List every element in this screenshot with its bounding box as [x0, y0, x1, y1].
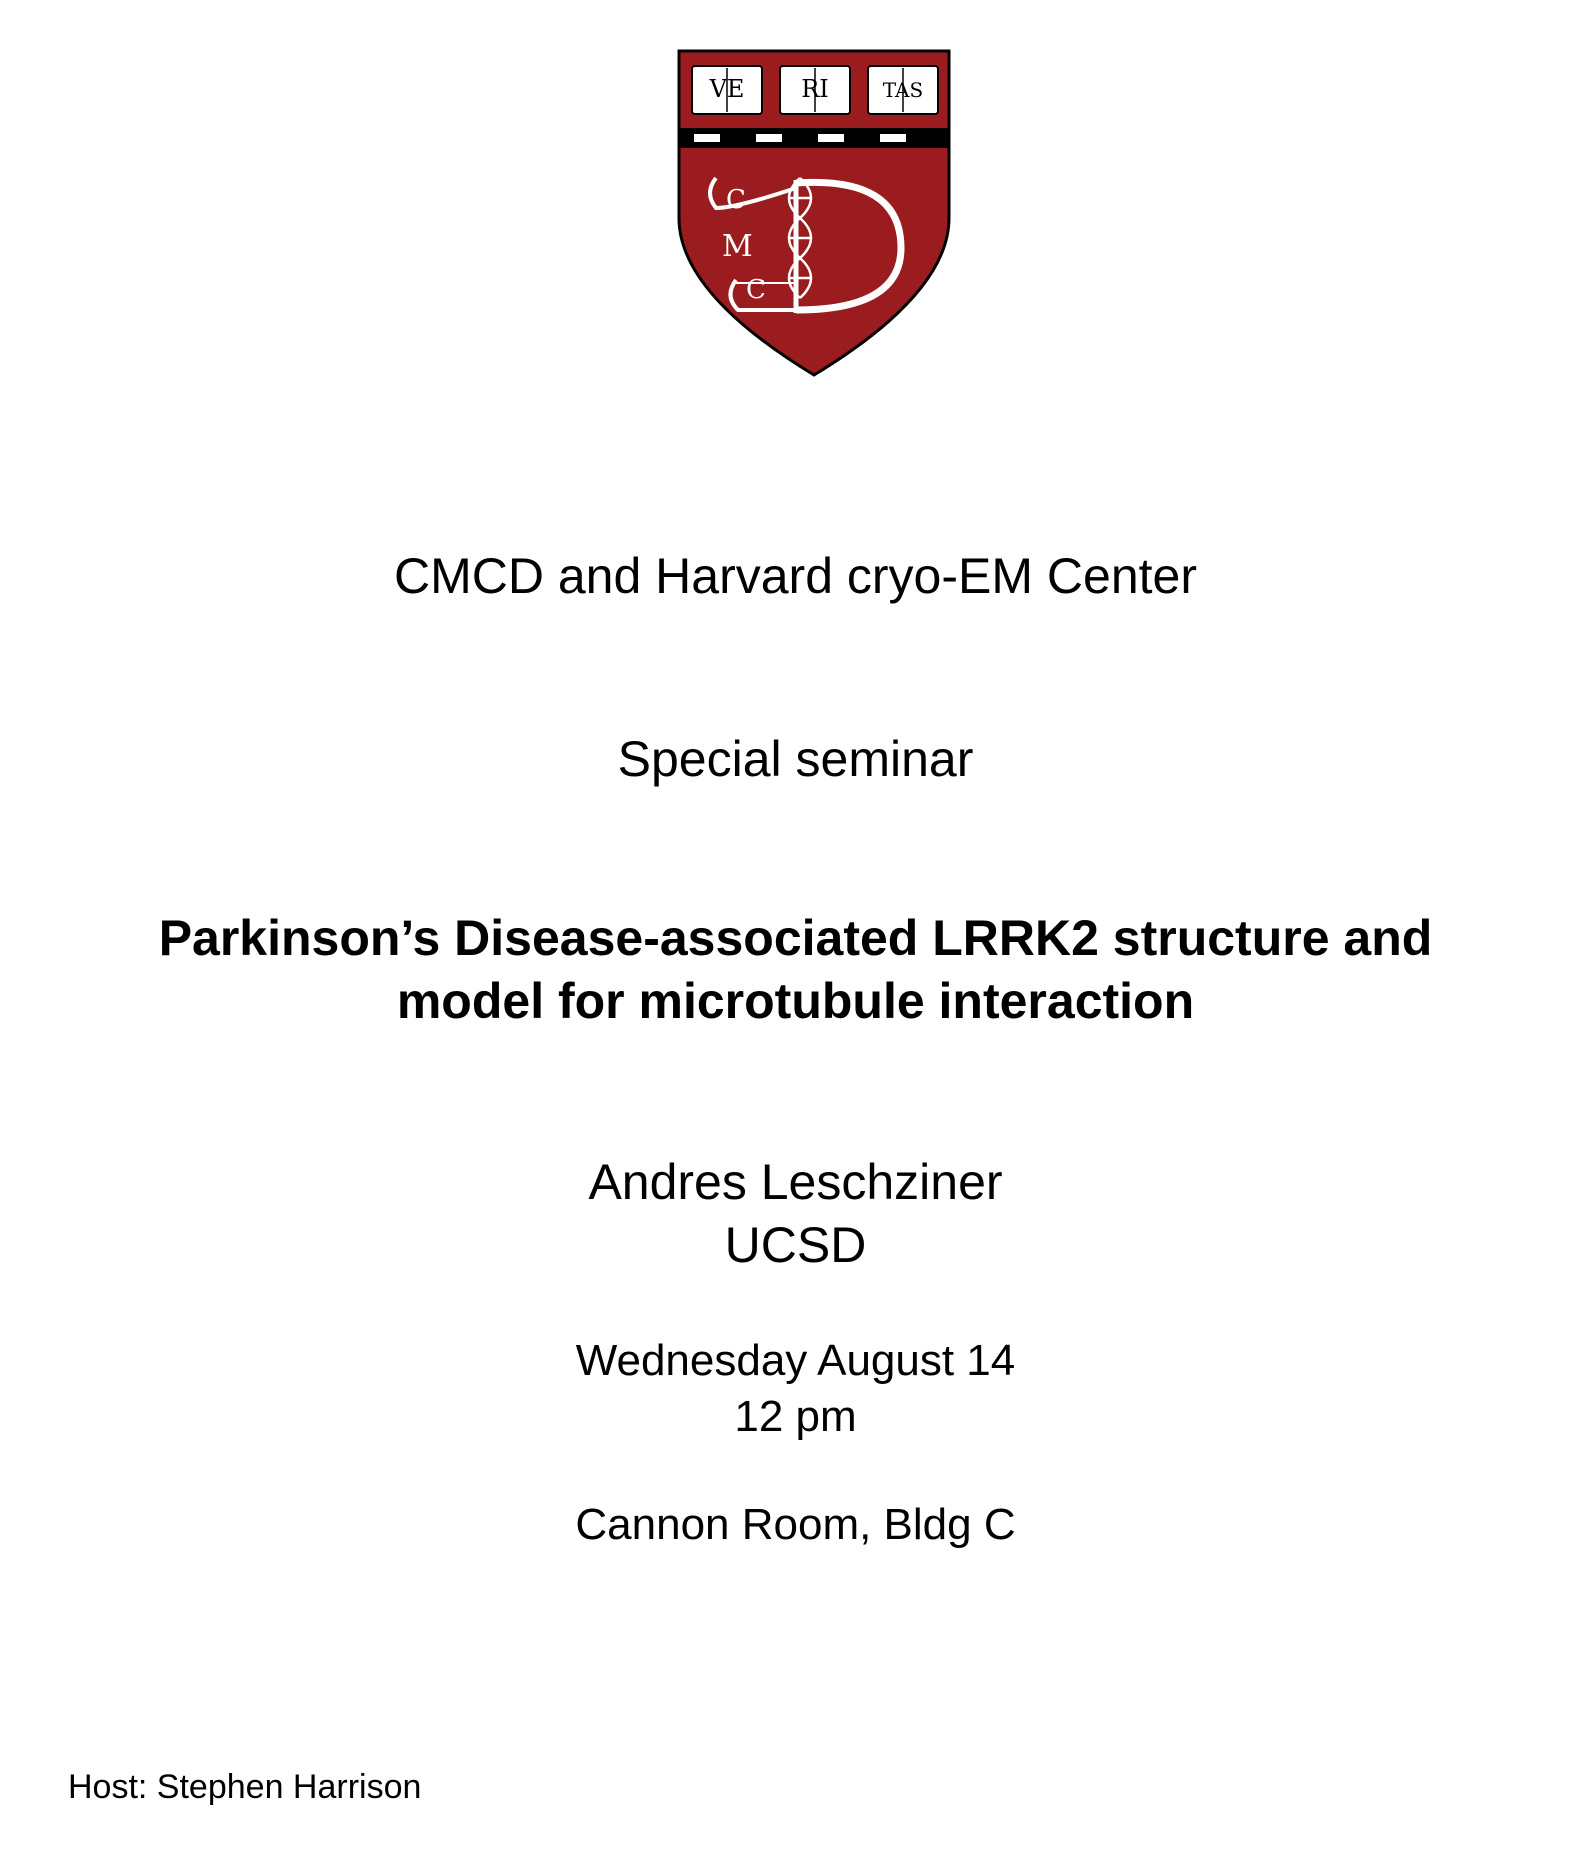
initial-c2: C: [746, 275, 766, 305]
veritas-books: [692, 66, 938, 114]
host-line: Host: Stephen Harrison: [68, 1768, 422, 1806]
initial-m: M: [722, 229, 753, 264]
motto-ve: VE: [709, 75, 745, 103]
motto-tas: TAS: [882, 78, 924, 102]
initial-c1: C: [726, 185, 746, 215]
event-type: Special seminar: [617, 731, 974, 787]
speaker-name: Andres Leschziner: [588, 1154, 1003, 1210]
event-location: Cannon Room, Bldg C: [575, 1500, 1016, 1549]
event-date: Wednesday August 14: [575, 1336, 1016, 1385]
talk-title-line-1: Parkinson’s Disease-associated LRRK2 structure and: [158, 910, 1433, 966]
motto-ri: RI: [801, 75, 829, 103]
organizers-heading: CMCD and Harvard cryo-EM Center: [394, 548, 1197, 604]
event-time: 12 pm: [734, 1392, 857, 1441]
cmcd-shield-logo: [676, 48, 952, 378]
speaker-institution: UCSD: [724, 1217, 867, 1273]
talk-title-line-2: model for microtubule interaction: [396, 973, 1195, 1029]
